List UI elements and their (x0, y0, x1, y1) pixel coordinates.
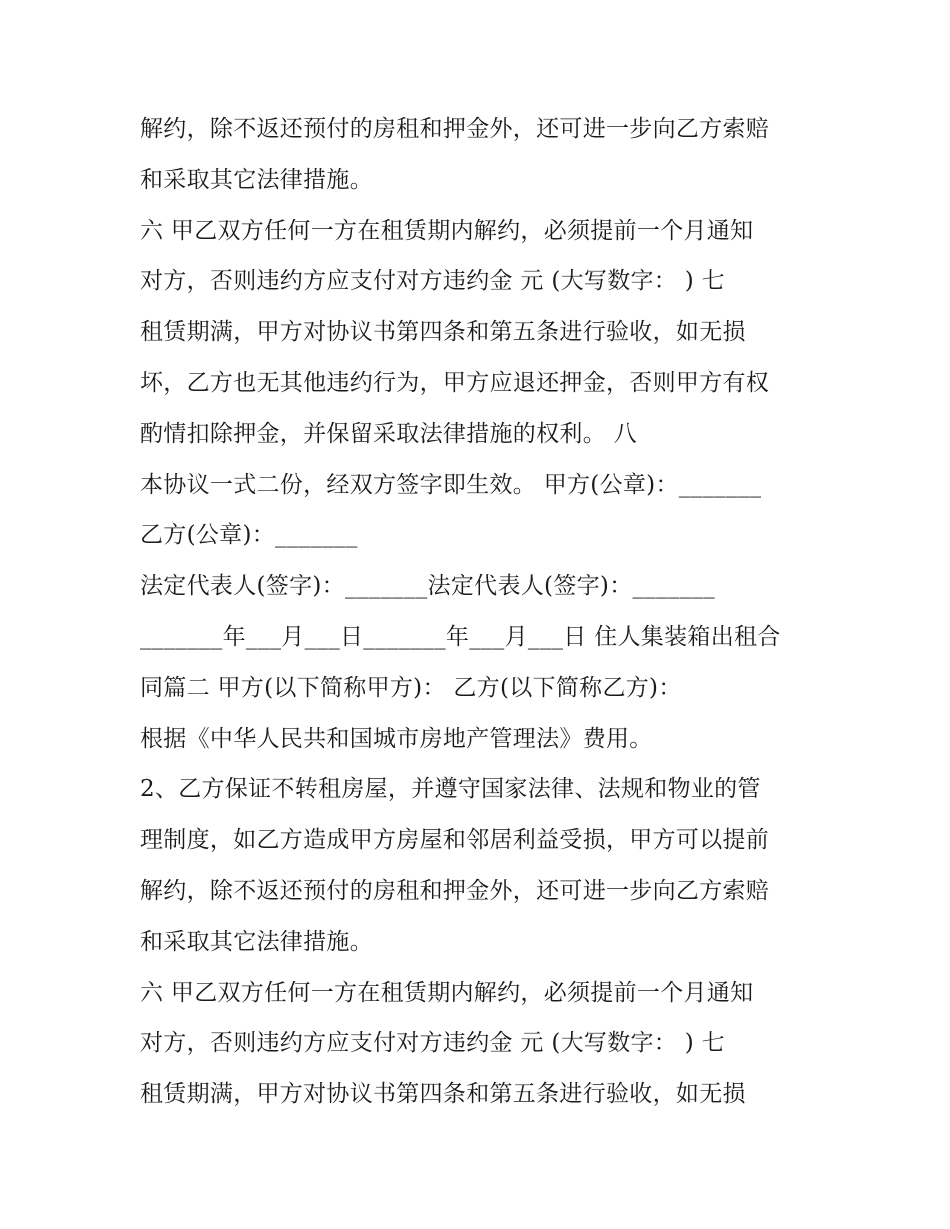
text-line: 对方，否则违约方应支付对方违约金 元 (大写数字： ) 七 (140, 1030, 725, 1057)
text-line: 根据《中华人民共和国城市房地产管理法》费用。 (140, 725, 653, 752)
text-line: 六 甲乙双方任何一方在租赁期内解约，必须提前一个月通知 (140, 979, 754, 1006)
text-line: 酌情扣除押金，并保留采取法律措施的权利。 八 (140, 420, 637, 447)
text-line: 对方，否则违约方应支付对方违约金 元 (大写数字： ) 七 (140, 268, 725, 295)
text-line: 六 甲乙双方任何一方在租赁期内解约，必须提前一个月通知 (140, 217, 754, 244)
text-line: 和采取其它法律措施。 (140, 166, 373, 193)
text-line: 租赁期满，甲方对协议书第四条和第五条进行验收，如无损 (140, 319, 746, 346)
signature-line: 乙方(公章)：_______ (140, 522, 358, 549)
text-line: 解约，除不返还预付的房租和押金外，还可进一步向乙方索赔 (140, 877, 770, 904)
text-line: 2、乙方保证不转租房屋，并遵守国家法律、法规和物业的管 (140, 776, 761, 803)
signature-line: 本协议一式二份，经双方签字即生效。 甲方(公章)：_______ (140, 471, 762, 498)
text-line: 理制度，如乙方造成甲方房屋和邻居利益受损，甲方可以提前 (140, 827, 770, 854)
text-line: 和采取其它法律措施。 (140, 928, 373, 955)
text-line: 坏，乙方也无其他违约行为，甲方应退还押金，否则甲方有权 (140, 369, 770, 396)
text-line: 解约，除不返还预付的房租和押金外，还可进一步向乙方索赔 (140, 116, 770, 142)
contract-body-text (140, 104, 830, 1120)
date-line: _______年___月___日_______年___月___日 住人集装箱出租合 (140, 623, 781, 650)
text-line: 同篇二 甲方(以下简称甲方)： 乙方(以下简称乙方)： (140, 674, 682, 701)
signature-line: 法定代表人(签字)：_______法定代表人(签字)：_______ (140, 573, 716, 600)
text-line: 租赁期满，甲方对协议书第四条和第五条进行验收，如无损 (140, 1081, 746, 1108)
